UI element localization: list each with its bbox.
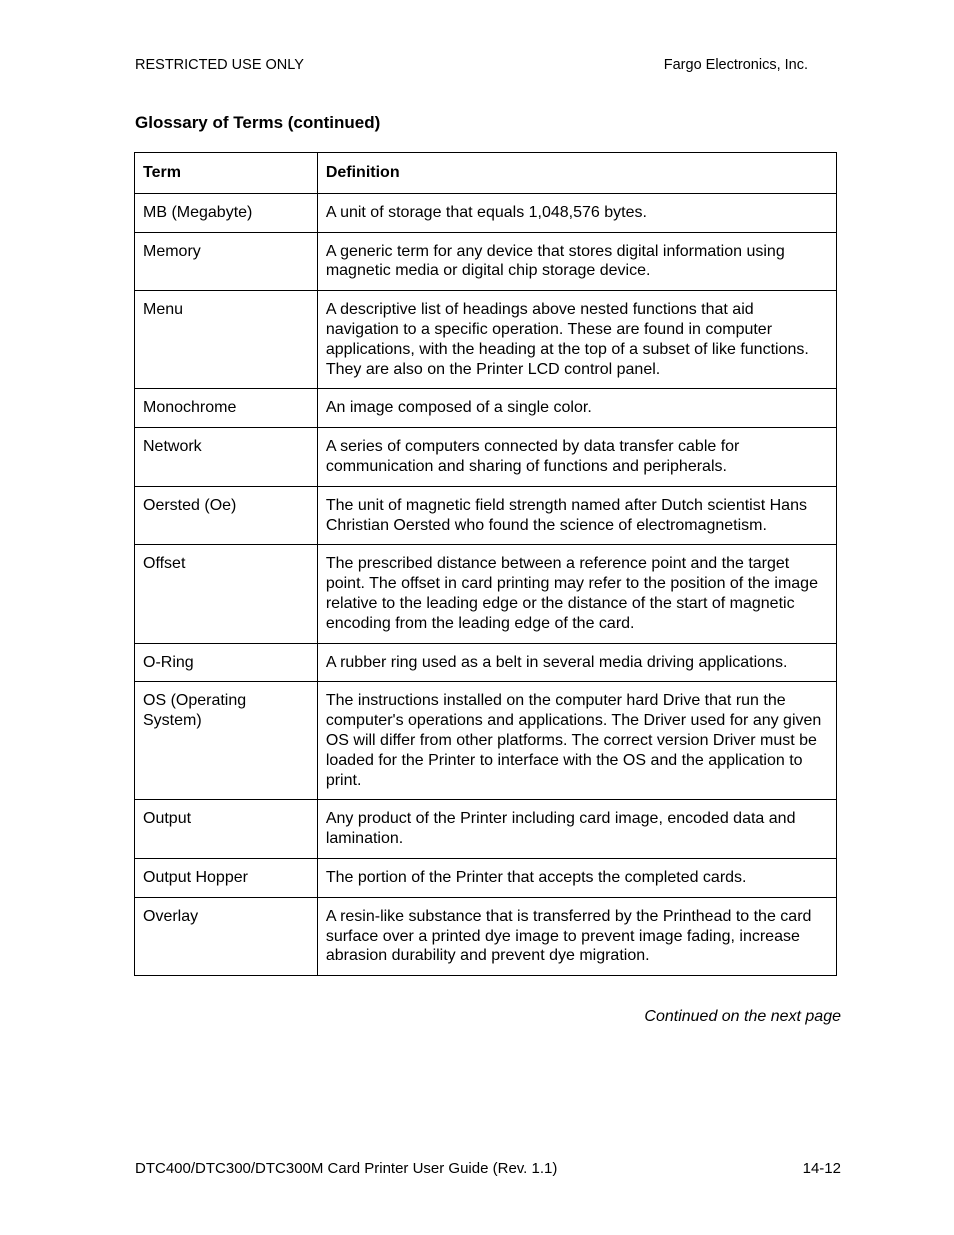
- table-row: [135, 545, 837, 643]
- definition-cell: An image composed of a single color.: [317, 389, 836, 428]
- table-row: [135, 682, 837, 800]
- definition-cell: A series of computers connected by data transfer cable for communication and sharing of functions and peripherals.: [317, 428, 836, 487]
- table-row: [135, 389, 837, 428]
- column-header-term: Term: [135, 153, 318, 194]
- definition-cell: A descriptive list of headings above nested functions that aid navigation to a specific operation. These are found in computer applications, with the heading at the top of a subset of like functions. They are also on the Printer LCD control panel.: [317, 291, 836, 389]
- page-number: 14-12: [802, 1160, 841, 1177]
- table-row: [135, 193, 837, 232]
- page-title: Glossary of Terms (continued): [135, 113, 381, 132]
- term-cell: Overlay: [135, 897, 318, 975]
- table-row: [135, 291, 837, 389]
- definition-cell: The portion of the Printer that accepts the completed cards.: [317, 858, 836, 897]
- table-row: [135, 232, 837, 291]
- header-right: Fargo Electronics, Inc.: [663, 57, 808, 73]
- table-row: [135, 643, 837, 682]
- term-cell: OS (Operating System): [135, 682, 318, 800]
- header-left: RESTRICTED USE ONLY: [135, 57, 304, 73]
- term-cell: Output: [135, 800, 318, 859]
- definition-cell: A unit of storage that equals 1,048,576 bytes.: [317, 193, 836, 232]
- term-cell: Menu: [135, 291, 318, 389]
- definition-cell: The prescribed distance between a reference point and the target point. The offset in card printing may refer to the position of the image relative to the leading edge or the distance of the start of magnetic encoding from the leading edge of the card.: [317, 545, 836, 643]
- term-cell: Oersted (Oe): [135, 486, 318, 545]
- definition-cell: The instructions installed on the computer hard Drive that run the computer's operations and applications. The Driver used for any given OS will differ from other platforms. The correct version Driver must be loaded for the Printer to interface with the OS and the application to print.: [317, 682, 836, 800]
- term-cell: Offset: [135, 545, 318, 643]
- footer-left: DTC400/DTC300/DTC300M Card Printer User Guide (Rev. 1.1): [135, 1160, 558, 1177]
- definition-cell: A resin-like substance that is transferred by the Printhead to the card surface over a printed dye image to prevent image fading, increase abrasion durability and prevent dye migration.: [317, 897, 836, 975]
- term-cell: Output Hopper: [135, 858, 318, 897]
- table-row: [135, 486, 837, 545]
- table-row: [135, 428, 837, 487]
- table-row: [135, 858, 837, 897]
- term-cell: Memory: [135, 232, 318, 291]
- definition-cell: A generic term for any device that stores digital information using magnetic media or digital chip storage device.: [317, 232, 836, 291]
- column-header-definition: Definition: [317, 153, 836, 194]
- term-cell: O-Ring: [135, 643, 318, 682]
- glossary-table: [134, 152, 837, 976]
- term-cell: Monochrome: [135, 389, 318, 428]
- term-cell: Network: [135, 428, 318, 487]
- table-row: [135, 800, 837, 859]
- definition-cell: Any product of the Printer including card image, encoded data and lamination.: [317, 800, 836, 859]
- table-row: [135, 897, 837, 975]
- term-cell: MB (Megabyte): [135, 193, 318, 232]
- definition-cell: A rubber ring used as a belt in several media driving applications.: [317, 643, 836, 682]
- continued-note: Continued on the next page: [644, 1008, 841, 1025]
- table-header-row: [135, 153, 837, 194]
- definition-cell: The unit of magnetic field strength named after Dutch scientist Hans Christian Oersted who found the science of electromagnetism.: [317, 486, 836, 545]
